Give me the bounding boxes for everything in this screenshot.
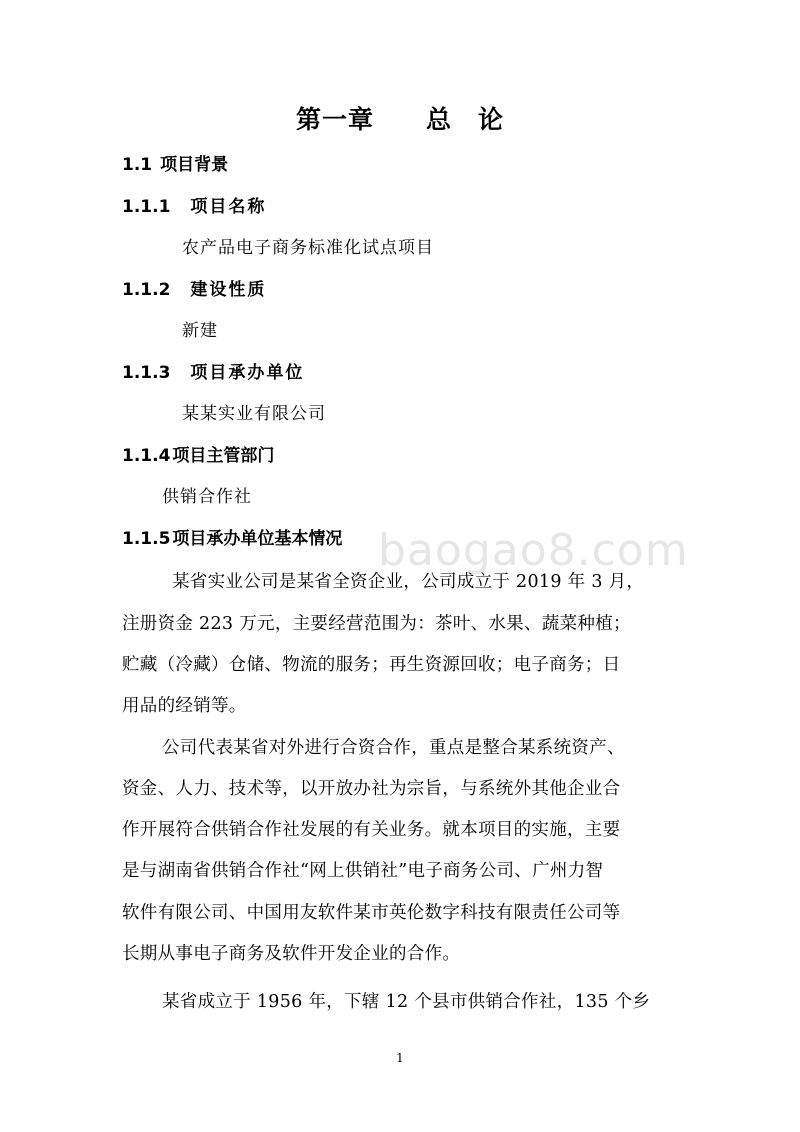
heading-1-1-4: [122, 441, 274, 466]
paragraph-line: 资金、人力、技术等，以开放办社为宗旨，与系统外其他企业合: [122, 779, 621, 799]
undertaking-unit-value: 某某实业有限公司: [182, 404, 326, 424]
project-name-value: 农产品电子商务标准化试点项目: [182, 238, 434, 258]
heading-1-1-2: [122, 275, 266, 300]
paragraph-line: 长期从事电子商务及软件开发企业的合作。: [122, 944, 461, 964]
heading-number: 1.1.1: [122, 197, 171, 217]
heading-1-1-3: [122, 358, 304, 383]
paragraph-line: 软件有限公司、中国用友软件某市英伦数字科技有限责任公司等: [122, 903, 621, 923]
heading-1-1-5: [122, 524, 342, 549]
paragraph-line: 用品的经销等。: [122, 696, 247, 716]
paragraph-line: 公司代表某省对外进行合资合作，重点是整合某系统资产、: [162, 738, 625, 758]
heading-number: 1.1.2: [122, 280, 171, 300]
chapter-title: 第一章 总 论: [295, 105, 504, 134]
heading-1-1-1: [122, 192, 266, 217]
watermark: baogao8.com: [378, 525, 689, 576]
heading-number: 1.1.3: [122, 363, 171, 383]
heading-text: 建设性质: [190, 280, 267, 300]
paragraph-line: 某省实业公司是某省全资企业，公司成立于 2019 年 3 月，: [172, 572, 645, 592]
paragraph-line: 是与湖南省供销合作社“网上供销社”电子商务公司、广州力智: [122, 861, 604, 881]
heading-number: 1.1.5: [122, 529, 171, 549]
page-number: 1: [396, 1051, 404, 1065]
authority-dept-value: 供销合作社: [162, 487, 252, 507]
heading-text: 项目承办单位基本情况: [172, 529, 343, 549]
paragraph-line: 贮藏（冷藏）仓储、物流的服务；再生资源回收；电子商务；日: [122, 655, 621, 675]
construction-nature-value: 新建: [182, 321, 218, 341]
paragraph-line: 作开展符合供销合作社发展的有关业务。就本项目的实施，主要: [122, 820, 621, 840]
paragraph-line: 注册资金 223 万元，主要经营范围为：茶叶、水果、蔬菜种植；: [122, 614, 631, 634]
heading-1-1: [122, 150, 228, 175]
heading-text: 项目承办单位: [190, 363, 305, 383]
heading-text: 项目名称: [190, 197, 267, 217]
heading-number: 1.1.4: [122, 446, 171, 466]
heading-text: 项目背景: [160, 155, 229, 175]
paragraph-line: 某省成立于 1956 年，下辖 12 个县市供销合作社，135 个乡: [162, 992, 651, 1012]
heading-number: 1.1: [122, 155, 153, 175]
heading-text: 项目主管部门: [172, 446, 275, 466]
